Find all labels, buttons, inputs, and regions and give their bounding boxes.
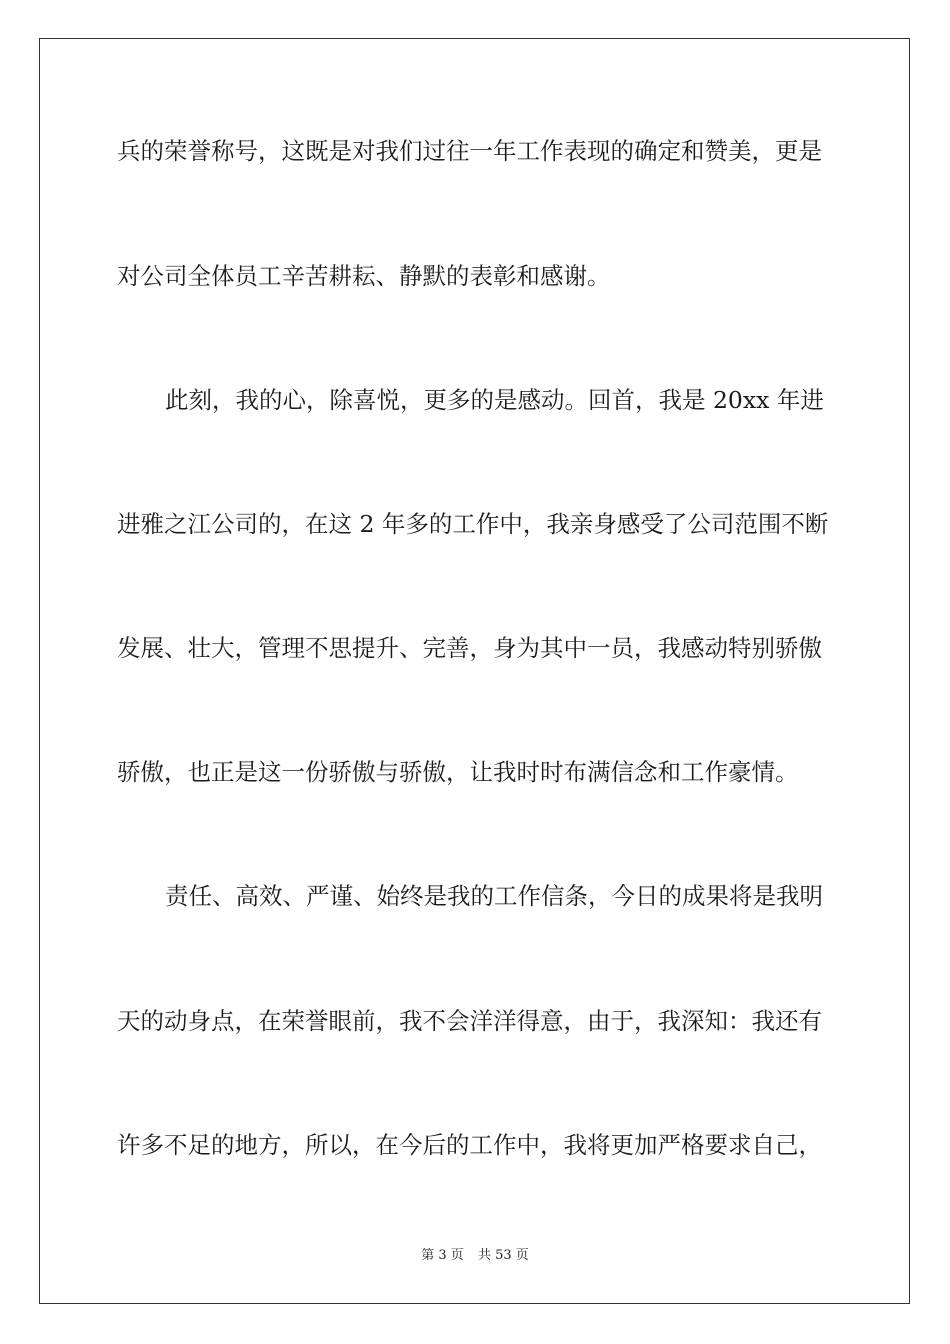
page-total: 共 53 页 [477, 1248, 529, 1263]
body-text-line: 骄傲，也正是这一份骄傲与骄傲，让我时时布满信念和工作豪情。 [117, 758, 799, 786]
page-number: 第 3 页 [421, 1248, 464, 1263]
page-frame [39, 38, 910, 1304]
paragraph-start-line: 责任、高效、严谨、始终是我的工作信条，今日的成果将是我明 [165, 882, 823, 910]
paragraph-start-line: 此刻，我的心，除喜悦，更多的是感动。回首，我是 20xx 年进 [165, 386, 824, 414]
body-text-line: 天的动身点，在荣誉眼前，我不会洋洋得意，由于，我深知：我还有 [117, 1007, 822, 1035]
body-text-line: 对公司全体员工辛苦耕耘、静默的表彰和感谢。 [117, 262, 611, 290]
body-text-line: 发展、壮大，管理不思提升、完善，身为其中一员，我感动特别骄傲 [117, 634, 822, 662]
body-text-line: 兵的荣誉称号，这既是对我们过往一年工作表现的确定和赞美，更是 [117, 137, 822, 165]
body-text-line: 许多不足的地方，所以，在今后的工作中，我将更加严格要求自己， [117, 1131, 822, 1159]
page-footer [0, 1247, 950, 1265]
body-text-line: 进雅之江公司的，在这 2 年多的工作中，我亲身感受了公司范围不断 [117, 510, 829, 538]
